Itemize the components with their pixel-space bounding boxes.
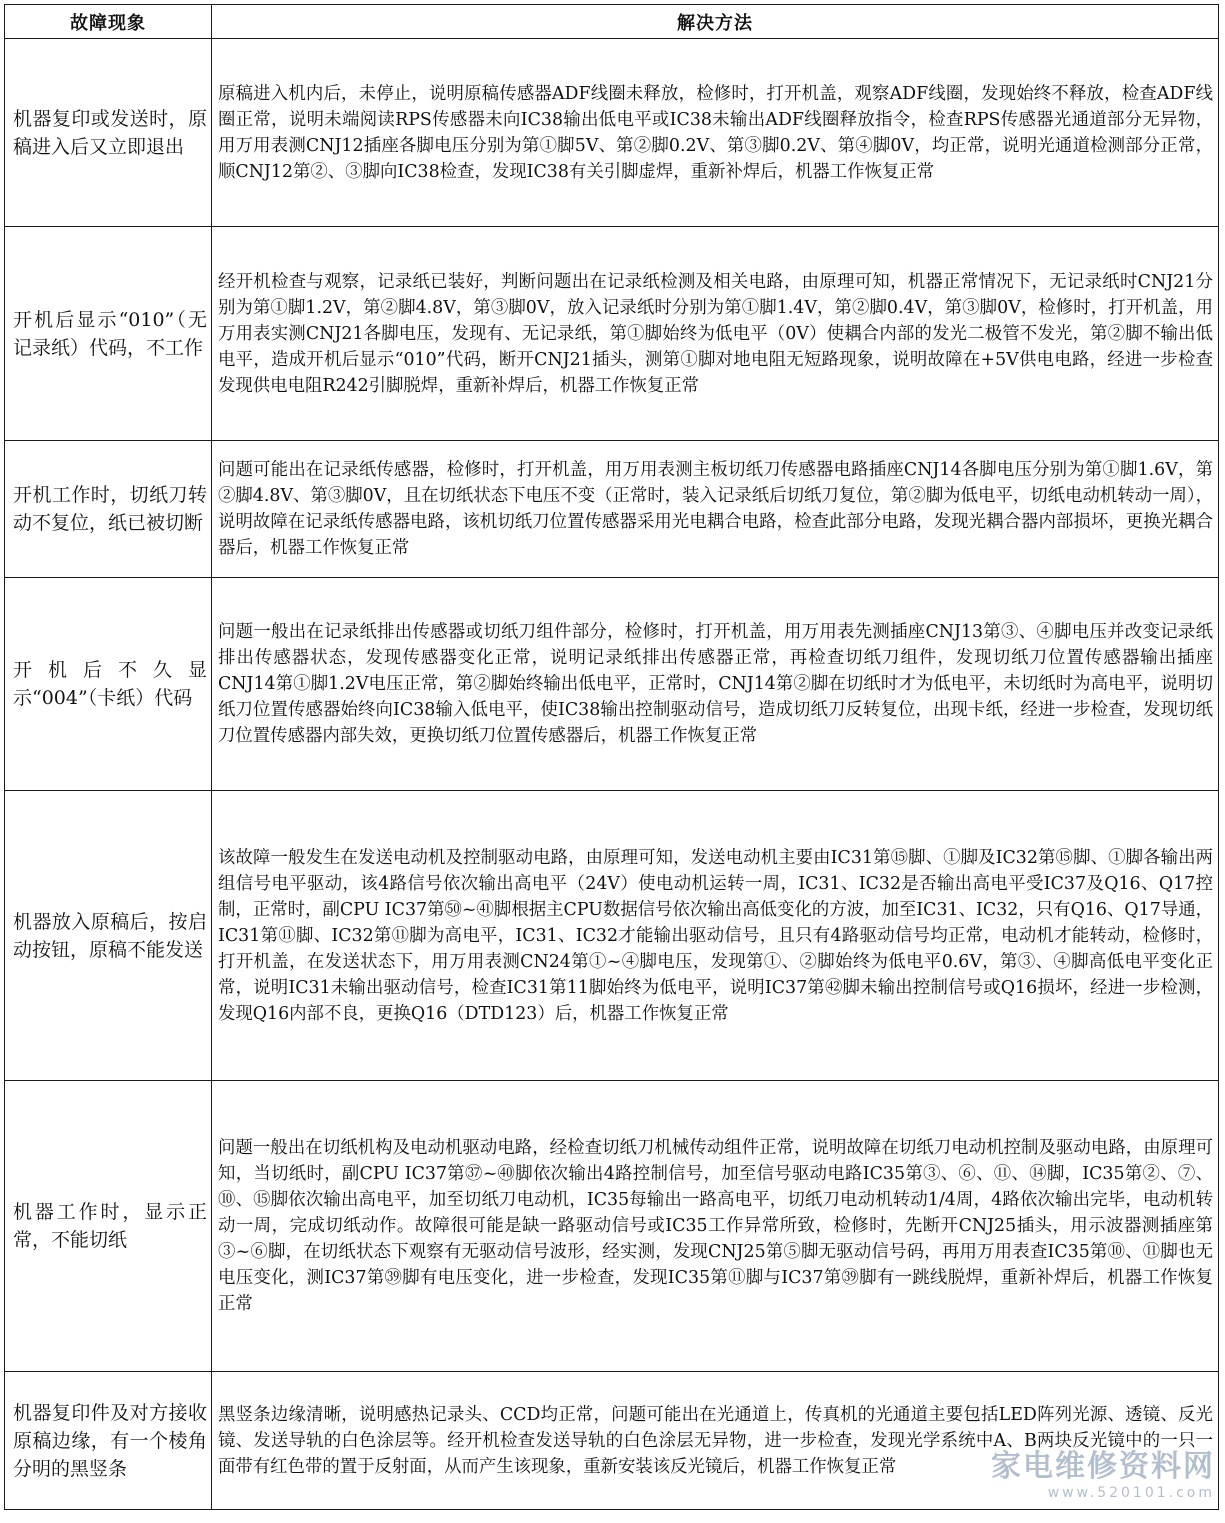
- header-symptom: 故障现象: [5, 5, 212, 39]
- table-row: [5, 441, 1219, 578]
- header-row: [5, 5, 1219, 39]
- table-row: [5, 791, 1219, 1081]
- solution-cell: 该故障一般发生在发送电动机及控制驱动电路，由原理可知，发送电动机主要由IC31第⑮脚、①脚及IC32第⑮脚、①脚各输出两组信号电平驱动，该4路信号依次输出高电平（24V）使电动机运转一周，IC31、IC32是否输出高电平受IC37及Q16、Q17控制，正常时，副CPU IC37第㊿~㊶脚根据主CPU数据信号依次输出高低变化的方波，加至IC31、IC32，只有Q16、Q17导通，IC31第⑪脚、IC32第⑪脚为高电平，IC31、IC32才能输出驱动信号，且只有4路驱动信号均正常，电动机才能转动，检修时，打开机盖，在发送状态下，用万用表测CN24第①~④脚电压，发现第①、②脚始终为低电平0.6V，第③、④脚高低电平变化正常，说明IC31未输出驱动信号，检查IC31第11脚始终为低电平，说明IC37第㊷脚未输出控制信号或Q16损坏，经进一步检测，发现Q16内部不良，更换Q16（DTD123）后，机器工作恢复正常: [212, 791, 1219, 1081]
- watermark-url: www.520101.com: [1047, 1485, 1215, 1501]
- table-row: [5, 578, 1219, 791]
- symptom-cell: 机器放入原稿后，按启动按钮，原稿不能发送: [5, 791, 212, 1081]
- symptom-cell: 开机后显示“010”（无记录纸）代码，不工作: [5, 227, 212, 441]
- solution-cell: 问题可能出在记录纸传感器，检修时，打开机盖，用万用表测主板切纸刀传感器电路插座CNJ14各脚电压分别为第①脚1.6V，第②脚4.8V、第③脚0V，且在切纸状态下电压不变（正常时，装入记录纸后切纸刀复位，第②脚为低电平，切纸电动机转动一周），说明故障在记录纸传感器电路，该机切纸刀位置传感器采用光电耦合电路，检查此部分电路，发现光耦合器内部损坏，更换光耦合器后，机器工作恢复正常: [212, 441, 1219, 578]
- symptom-cell: 开机工作时，切纸刀转动不复位，纸已被切断: [5, 441, 212, 578]
- table-row: [5, 227, 1219, 441]
- solution-cell: 经开机检查与观察，记录纸已装好，判断问题出在记录纸检测及相关电路，由原理可知，机器正常情况下，无记录纸时CNJ21分别为第①脚1.2V，第②脚4.8V，第③脚0V，放入记录纸时分别为第①脚1.4V，第②脚0.4V，第③脚0V，检修时，打开机盖，用万用表实测CNJ21各脚电压，发现有、无记录纸，第①脚始终为低电平（0V）使耦合内部的发光二极管不发光，第②脚不输出低电平，造成开机后显示“010”代码，断开CNJ21插头，测第①脚对地电阻无短路现象，说明故障在+5V供电电路，经进一步检查发现供电电阻R242引脚脱焊，重新补焊后，机器工作恢复正常: [212, 227, 1219, 441]
- symptom-cell: 机器复印件及对方接收原稿边缘，有一个棱角分明的黑竖条: [5, 1372, 212, 1510]
- header-solution: 解决方法: [212, 5, 1219, 39]
- solution-cell: 原稿进入机内后，未停止，说明原稿传感器ADF线圈未释放，检修时，打开机盖，观察ADF线圈，发现始终不释放，检查ADF线圈正常，说明未端阅读RPS传感器未向IC38输出低电平或IC38未输出ADF线圈释放指令，检查RPS传感器光通道部分无异物，用万用表测CNJ12插座各脚电压分别为第①脚5V、第②脚0.2V、第③脚0.2V、第④脚0V，均正常，说明光通道检测部分正常，顺CNJ12第②、③脚向IC38检查，发现IC38有关引脚虚焊，重新补焊后，机器工作恢复正常: [212, 39, 1219, 227]
- watermark-logo: [991, 1441, 1215, 1501]
- symptom-cell: 机器复印或发送时，原稿进入后又立即退出: [5, 39, 212, 227]
- solution-cell: 黑竖条边缘清晰，说明感热记录头、CCD均正常，问题可能出在光通道上，传真机的光通道主要包括LED阵列光源、透镜、反光镜、发送导轨的白色涂层等。经开机检查发送导轨的白色涂层无异物，进一步检查，发现光学系统中A、B两块反光镜中的一只一面带有红色带的置于反射面，从而产生该现象，重新安装该反光镜后，机器工作恢复正常: [212, 1372, 1219, 1510]
- watermark-title: 家电维修资料网: [991, 1449, 1215, 1484]
- solution-cell: 问题一般出在切纸机构及电动机驱动电路，经检查切纸刀机械传动组件正常，说明故障在切纸刀电动机控制及驱动电路，由原理可知，当切纸时，副CPU IC37第㊲~㊵脚依次输出4路控制信号，加至信号驱动电路IC35第③、⑥、⑪、⑭脚，IC35第②、⑦、⑩、⑮脚依次输出高电平，加至切纸刀电动机，IC35每输出一路高电平，切纸刀电动机转动1/4周，4路依次输出完毕，电动机转动一周，完成切纸动作。故障很可能是缺一路驱动信号或IC35工作异常所致，检修时，先断开CNJ25插头，用示波器测插座第③~⑥脚，在切纸状态下观察有无驱动信号波形，经实测，发现CNJ25第⑤脚无驱动信号码，再用万用表查IC35第⑩、⑪脚也无电压变化，测IC37第㊴脚有电压变化，进一步检查，发现IC35第⑪脚与IC37第㊴脚有一跳线脱焊，重新补焊后，机器工作恢复正常: [212, 1081, 1219, 1372]
- table-row: [5, 1081, 1219, 1372]
- fault-table: [4, 4, 1219, 1510]
- symptom-cell: 开机后不久显示“004”（卡纸）代码: [5, 578, 212, 791]
- symptom-cell: 机器工作时，显示正常，不能切纸: [5, 1081, 212, 1372]
- table-row: [5, 39, 1219, 227]
- solution-cell: 问题一般出在记录纸排出传感器或切纸刀组件部分，检修时，打开机盖，用万用表先测插座CNJ13第③、④脚电压并改变记录纸排出传感器状态，发现传感器变化正常，说明记录纸排出传感器正常，再检查切纸刀组件，发现切纸刀位置传感器输出插座CNJ14第①脚1.2V电压正常，第②脚始终输出低电平，正常时，CNJ14第②脚在切纸时才为低电平，未切纸时为高电平，说明切纸刀位置传感器始终向IC38输入低电平，使IC38输出控制驱动信号，造成切纸刀反转复位，出现卡纸，经进一步检查，发现切纸刀位置传感器内部失效，更换切纸刀位置传感器后，机器工作恢复正常: [212, 578, 1219, 791]
